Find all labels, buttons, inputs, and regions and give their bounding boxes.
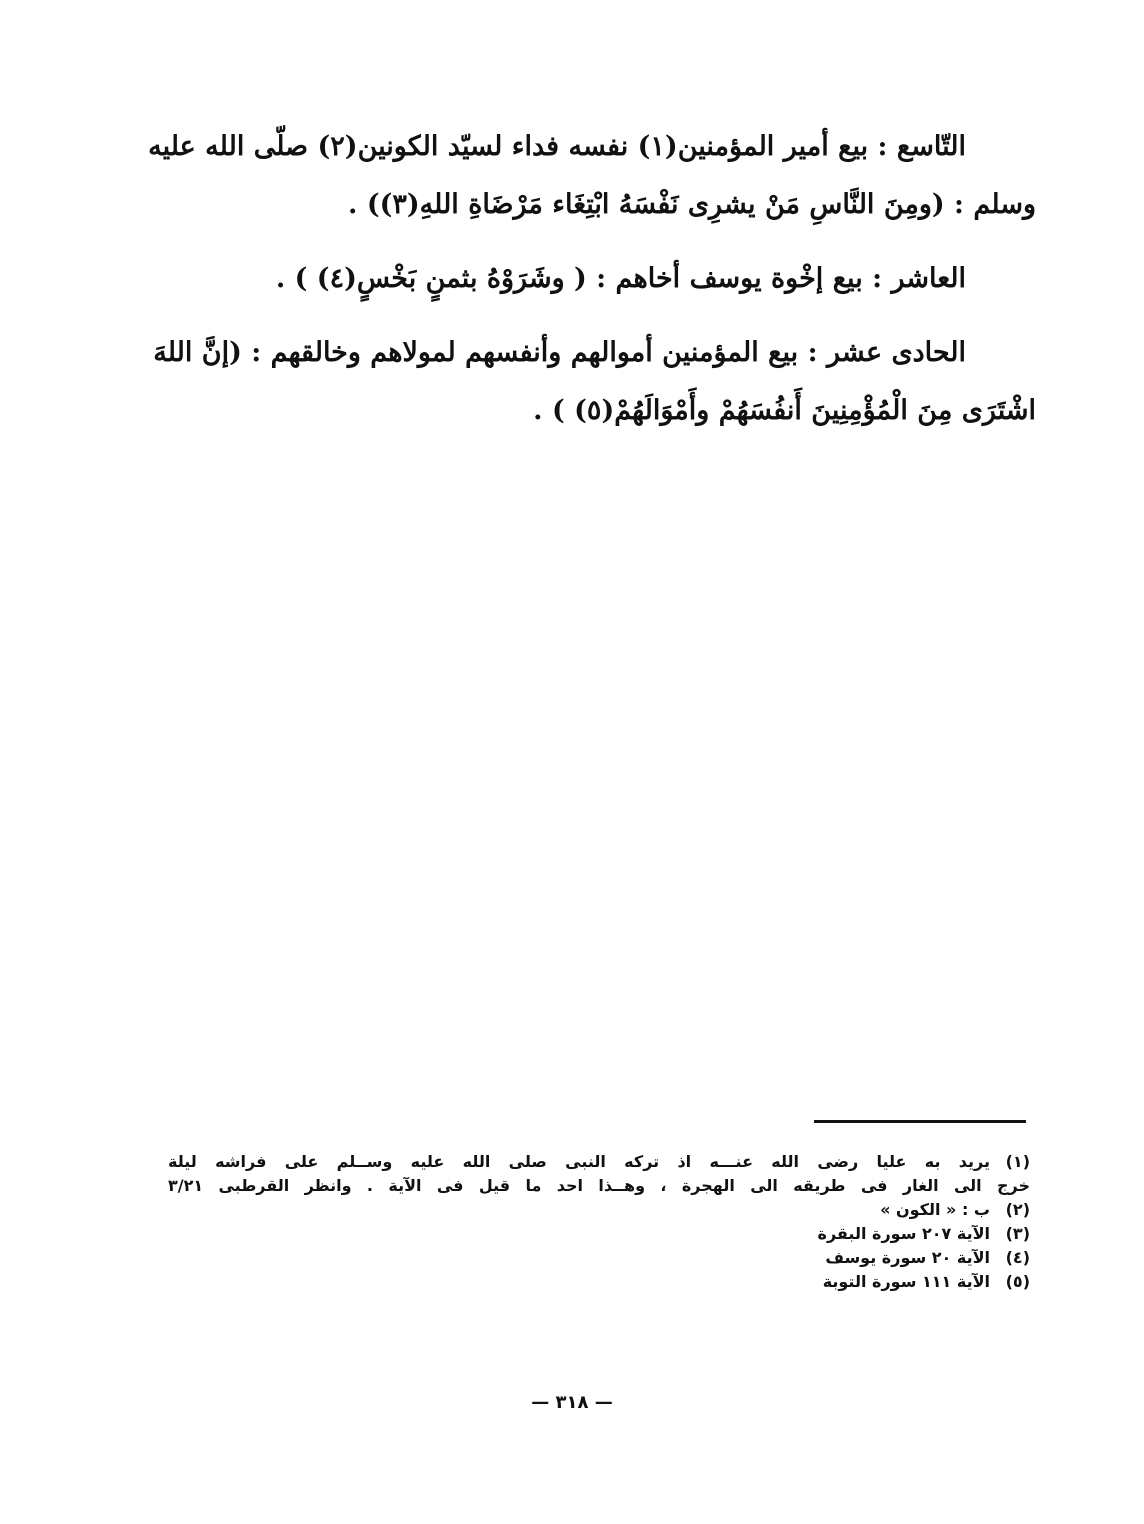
paragraph-tenth <box>160 250 1036 308</box>
footnote-2-text: ب : « الكون » <box>880 1200 990 1219</box>
footnote-2 <box>168 1198 1030 1222</box>
footnotes <box>168 1150 1030 1294</box>
footnote-1-number: (١) <box>1005 1152 1030 1171</box>
footnote-5-number: (٥) <box>1005 1272 1030 1291</box>
paragraph-ninth-line-2: وسلم : (ومِنَ النَّاسِ مَنْ يشرِى نَفْسَهُ ابْتِغَاء مَرْضَاةِ اللهِ(٣)) . <box>348 189 1036 220</box>
paragraph-ninth <box>148 118 1036 234</box>
footnote-5 <box>168 1270 1030 1294</box>
footnote-2-number: (٢) <box>1005 1200 1030 1219</box>
paragraph-eleventh-line-1: الحادى عشر : بيع المؤمنين أموالهم وأنفسهم لمولاهم وخالقهم : (إنَّ اللهَ <box>153 337 966 368</box>
footnote-divider <box>814 1120 1026 1123</box>
main-text-body <box>148 118 1036 456</box>
paragraph-ninth-line-1: التّاسع : بيع أمير المؤمنين(١) نفسه فداء لسيّد الكونين(٢) صلّى الله عليه <box>148 131 966 162</box>
footnote-4 <box>168 1246 1030 1270</box>
footnote-1-line-1: يريد به عليا رضى الله عنـــه اذ تركه النبى صلى الله عليه وســلم على فراشه ليلة <box>168 1152 990 1171</box>
footnote-4-text: الآية ٢٠ سورة يوسف <box>825 1248 990 1267</box>
footnote-1-first-line <box>168 1150 1030 1174</box>
footnote-5-text: الآية ١١١ سورة التوبة <box>822 1272 990 1291</box>
footnote-3-text: الآية ٢٠٧ سورة البقرة <box>817 1224 990 1243</box>
footnote-4-number: (٤) <box>1005 1248 1030 1267</box>
paragraph-tenth-line-1: العاشر : بيع إخْوة يوسف أخاهم : ( وشَرَوْهُ بثمنٍ بَخْسٍ(٤) ) . <box>275 263 966 294</box>
footnote-3 <box>168 1222 1030 1246</box>
footnote-1-line-2: خرج الى الغار فى طريقه الى الهجرة ، وهــذا احد ما قيل فى الآية . وانظر القرطبى ٣/٢١ <box>168 1176 1030 1195</box>
page-number: — ٣١٨ — <box>531 1392 613 1413</box>
paragraph-eleventh <box>153 324 1036 440</box>
footnote-1 <box>168 1150 1030 1198</box>
paragraph-eleventh-line-2: اشْتَرَى مِنَ الْمُؤْمِنِينَ أَنفُسَهُمْ وأَمْوَالَهُمْ(٥) ) . <box>533 395 1036 426</box>
footnote-3-number: (٣) <box>1005 1224 1030 1243</box>
